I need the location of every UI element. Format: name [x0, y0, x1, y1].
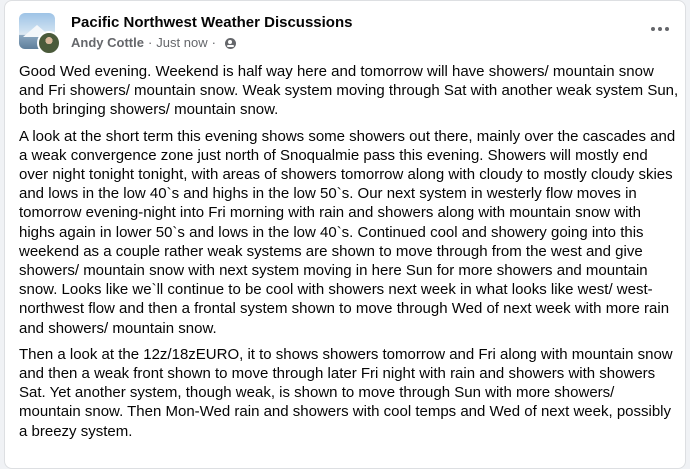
- avatar-group[interactable]: [19, 13, 63, 57]
- globe-icon[interactable]: [225, 38, 236, 49]
- post-card: [4, 0, 686, 469]
- post-subline: [71, 35, 352, 51]
- group-name-link[interactable]: Pacific Northwest Weather Discussions: [71, 14, 353, 31]
- more-options-icon: [658, 27, 662, 31]
- more-options-button[interactable]: [647, 19, 673, 39]
- more-options-icon: [665, 27, 669, 31]
- post-header: [19, 13, 671, 57]
- separator-dot: ·: [211, 35, 216, 50]
- post-paragraph: Good Wed evening. Weekend is half way here and tomorrow will have showers/ mountain snow and Fri showers/ mountain snow. Weak system moving through Sat with another weak system Sun, both bringing showers/ mountain snow.: [19, 63, 679, 119]
- post-paragraph: Then a look at the 12z/18zEURO, it to shows showers tomorrow and Fri along with mountain snow and then a weak front shown to move through later Fri night with rain and showers with showers Sat. Yet another system, though weak, is shown to move through Sun with more showers/ mountain snow. Then Mon-Wed rain and showers with cool temps and Wed of next week, possibly a breezy system.: [19, 345, 673, 440]
- user-avatar[interactable]: [37, 31, 61, 55]
- post-paragraph: A look at the short term this evening shows some showers out there, mainly over the cascades and a weak convergence zone just north of Snoqualmie pass this evening. Showers will mostly end over night tonight tonight, with areas of showers tomorrow along with cloudy to mostly cloudy skies and lows in the low 40`s and highs in the low 50`s. Our next system in westerly flow moves in tomorrow evening-night into Fri morning with rain and showers along with mountain snow with highs again in lower 50`s and lows in the low 40`s. Continued cool and showery going into this weekend as a couple rather weak systems are shown to move through from the west and give showers/ mountain snow with next system moving in here Sun for more showers and mountain snow. Looks like we`ll continue to be cool with showers next week in what looks like west/ west-northwest flow and then a frontal system shown to move through Wed of next week with more rain and showers/ mountain snow.: [19, 127, 676, 337]
- timestamp-link[interactable]: Just now: [156, 35, 208, 50]
- post-body: [19, 62, 679, 448]
- more-options-icon: [651, 27, 655, 31]
- post-meta: [71, 13, 352, 51]
- author-link[interactable]: Andy Cottle: [71, 35, 144, 50]
- separator-dot: ·: [147, 35, 153, 50]
